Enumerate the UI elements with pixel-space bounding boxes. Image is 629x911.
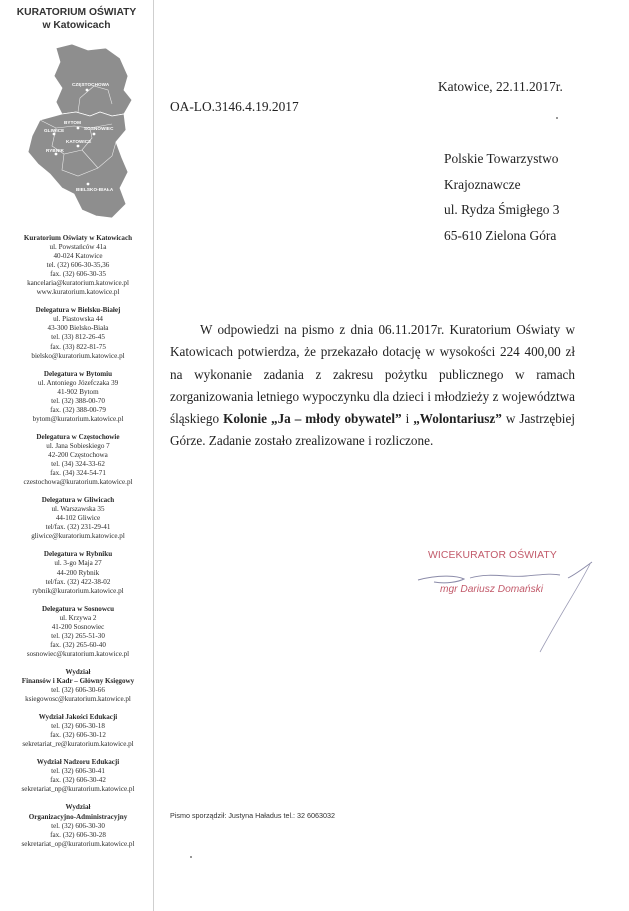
office-phone: tel. (32) 388-00-70 (51, 396, 105, 405)
department-phone: tel. (32) 606-30-66 (51, 686, 105, 695)
office-address-city: 42-200 Częstochowa (48, 450, 108, 459)
prepared-by-footer: Pismo sporządził: Justyna Haładus tel.: 32 6063032 (170, 811, 336, 820)
office-fax: fax. (32) 388-00-79 (50, 405, 106, 414)
stamp-title: WICEKURATOR OŚWIATY (428, 550, 557, 561)
department-fax: fax. (32) 606-30-42 (50, 776, 106, 785)
office-gliwice (3, 496, 153, 541)
letterhead-sidebar (0, 0, 154, 911)
department-email: sekretariat_re@kuratorium.katowice.pl (22, 740, 134, 749)
office-name: Kuratorium Oświaty w Katowicach (23, 234, 133, 242)
office-email: bytom@kuratorium.katowice.pl (32, 414, 124, 423)
department-fax: fax. (32) 606-30-12 (50, 731, 106, 740)
office-address-street: ul. 3-go Maja 27 (54, 559, 102, 568)
recipient-address (444, 146, 560, 248)
office-phone: tel. (34) 324-33-62 (51, 460, 105, 469)
map-region-north (54, 44, 132, 116)
recipient-line-4: 65-610 Zielona Góra (444, 227, 557, 243)
letter-body (170, 319, 575, 453)
office-name: Delegatura w Częstochowie (36, 432, 120, 441)
department-name-line1: Wydział (65, 803, 91, 812)
office-email: bielsko@kuratorium.katowice.pl (31, 351, 125, 360)
department-email: sekretariat_np@kuratorium.katowice.pl (21, 785, 135, 794)
institution-title (0, 6, 153, 32)
office-email: sosnowiec@kuratorium.katowice.pl (26, 649, 130, 658)
office-phone: tel. (32) 606-30-35,36 (46, 261, 110, 270)
office-address-street: ul. Powstańców 41a (49, 243, 107, 252)
recipient-line-2: Krajoznawcze (444, 176, 521, 192)
office-name: Delegatura w Rybniku (43, 550, 113, 559)
institution-title-line2: w Katowicach (42, 20, 111, 31)
office-address-city: 44-200 Rybnik (56, 568, 100, 577)
office-name: Delegatura w Bielsku-Białej (35, 306, 121, 315)
department-name: Wydział Nadzoru Edukacji (36, 758, 120, 767)
office-name: Delegatura w Bytomiu (43, 369, 113, 378)
office-sosnowiec (3, 605, 153, 659)
silesia-region-map (16, 42, 148, 224)
office-fax: fax. (32) 265-60-40 (50, 640, 106, 649)
stamp-signatory-name: mgr Dariusz Domański (440, 584, 544, 595)
office-katowice (3, 234, 153, 297)
office-bytom (3, 370, 153, 424)
map-label-sosnowiec: SOSNOWIEC (84, 126, 114, 131)
department-administration (3, 803, 153, 848)
office-email: kancelaria@kuratorium.katowice.pl (27, 279, 129, 288)
department-email: sekretariat_op@kuratorium.katowice.pl (21, 839, 135, 848)
body-bold-colony-name: Kolonie „Ja – młody obywatel” (223, 411, 402, 427)
office-address-street: ul. Antoniego Józefczaka 39 (37, 378, 119, 387)
recipient-line-1: Polskie Towarzystwo (444, 151, 559, 166)
map-label-bytom: BYTOM (64, 120, 82, 125)
office-czestochowa (3, 433, 153, 487)
office-fax: fax. (33) 822-81-75 (50, 342, 106, 351)
signature-scribble (400, 548, 600, 658)
office-name: Delegatura w Sosnowcu (41, 604, 115, 613)
office-address-street: ul. Krzywa 2 (59, 613, 97, 622)
body-bold-volunteer-name: „Wolontariusz” (413, 411, 502, 427)
map-label-katowice: KATOWICE (66, 139, 92, 144)
recipient-line-3: ul. Rydza Śmigłego 3 (444, 202, 560, 217)
map-label-bielsko: BIELSKO-BIAŁA (76, 187, 114, 192)
department-supervision (3, 758, 153, 794)
department-email: ksiegowosc@kuratorium.katowice.pl (25, 695, 131, 704)
body-text-part1: W odpowiedzi na pismo z dnia 06.11.2017r. Kuratorium Oświaty w Katowicach potwierdza, że przekazało dotację w wysokości 224 400,00 zł na wykonanie zadania z zakresu pożytku publicznego w ramach zorganizowania letniego wypoczynku dla dzieci i młodzieży z województwa śląskiego (170, 322, 575, 427)
office-address-street: ul. Piastowska 44 (53, 315, 103, 324)
office-email: rybnik@kuratorium.katowice.pl (32, 586, 124, 595)
office-name: Delegatura w Gliwicach (41, 496, 115, 505)
office-fax: fax. (32) 606-30-35 (50, 270, 106, 279)
institution-title-line1: KURATORIUM OŚWIATY (16, 7, 137, 18)
body-text-part3: w Jastrzębiej Górze. Zadanie zostało zrealizowane i rozliczone. (170, 411, 575, 449)
department-name-line1: Wydział (65, 667, 91, 676)
department-fax: fax. (32) 606-30-28 (50, 830, 106, 839)
office-phone: tel/fax. (32) 231-29-41 (45, 523, 111, 532)
office-website: www.kuratorium.katowice.pl (36, 288, 120, 297)
department-name: Wydział Jakości Edukacji (38, 713, 118, 722)
map-label-rybnik: RYBNIK (46, 148, 65, 153)
office-address-city: 43-300 Bielsko-Biała (47, 324, 109, 333)
department-phone: tel. (32) 606-30-30 (51, 821, 105, 830)
offices-list (3, 234, 153, 858)
department-finance (3, 668, 153, 704)
office-rybnik (3, 550, 153, 595)
map-label-gliwice: GLIWICE (44, 128, 65, 133)
office-address-city: 41-902 Bytom (57, 387, 99, 396)
department-quality (3, 713, 153, 749)
office-address-street: ul. Jana Sobieskiego 7 (46, 441, 110, 450)
department-phone: tel. (32) 606-30-41 (51, 767, 105, 776)
map-label-czestochowa: CZĘSTOCHOWA (72, 82, 110, 87)
office-address-city: 44-102 Gliwice (55, 514, 101, 523)
department-name-line2: Organizacyjno-Administracyjny (28, 812, 128, 821)
office-email: gliwice@kuratorium.katowice.pl (31, 532, 125, 541)
office-address-city: 41-200 Sosnowiec (51, 622, 105, 631)
letter-place-date: Katowice, 22.11.2017r. (438, 79, 563, 94)
office-address-street: ul. Warszawska 35 (51, 505, 105, 514)
office-email: czestochowa@kuratorium.katowice.pl (23, 478, 133, 487)
letter-reference-number: OA-LO.3146.4.19.2017 (170, 99, 299, 114)
department-name-line2: Finansów i Kadr – Główny Księgowy (21, 676, 135, 685)
body-text-part2: i (401, 411, 414, 427)
office-phone: tel. (32) 265-51-30 (51, 631, 105, 640)
office-address-city: 40-024 Katowice (53, 252, 103, 261)
office-fax: fax. (34) 324-54-71 (50, 469, 106, 478)
department-phone: tel. (32) 606-30-18 (51, 722, 105, 731)
office-phone: tel/fax. (32) 422-38-02 (45, 577, 111, 586)
office-phone: tel. (33) 812-26-45 (51, 333, 105, 342)
office-bielsko (3, 306, 153, 360)
